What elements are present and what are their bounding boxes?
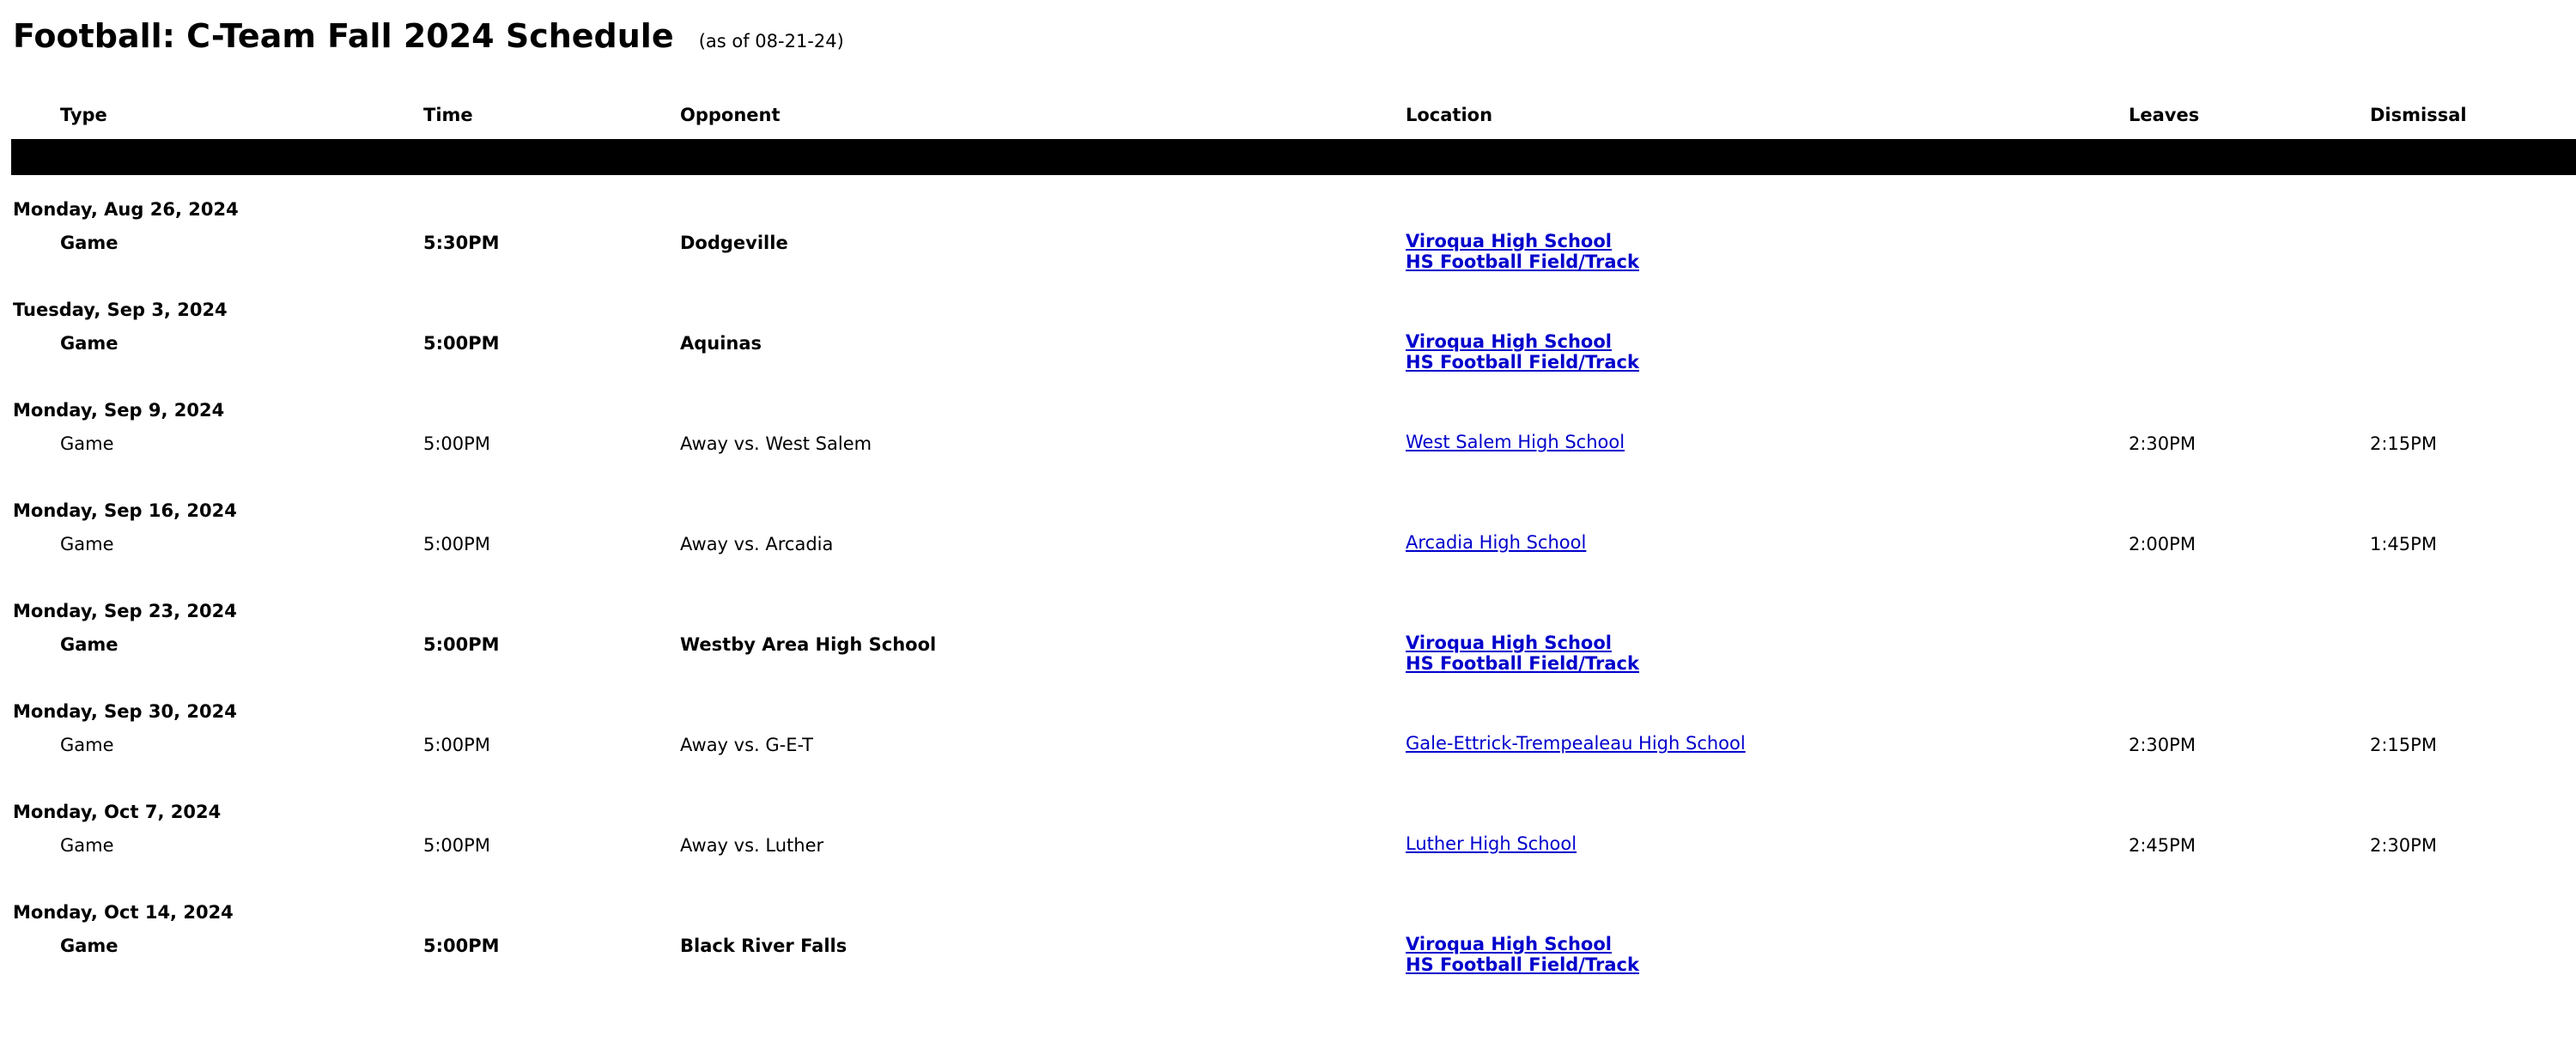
event-time: 5:00PM [423, 735, 490, 755]
event-location [1406, 331, 1639, 373]
location-link[interactable]: Viroqua High School [1406, 231, 1612, 251]
event-type: Game [60, 333, 118, 354]
location-link[interactable]: West Salem High School [1406, 432, 1625, 452]
event-location [1406, 633, 1639, 674]
event-leaves: 2:00PM [2129, 534, 2196, 554]
event-date: Monday, Oct 14, 2024 [13, 902, 234, 923]
location-link[interactable]: Viroqua High School [1406, 633, 1612, 653]
event-opponent: Dodgeville [680, 233, 788, 253]
location-sublink[interactable]: HS Football Field/Track [1406, 352, 1639, 373]
event-date: Monday, Oct 7, 2024 [13, 802, 222, 822]
location-sublink[interactable]: HS Football Field/Track [1406, 653, 1639, 674]
event-dismissal: 2:30PM [2370, 835, 2437, 856]
event-opponent: Westby Area High School [680, 634, 937, 655]
event-type: Game [60, 233, 118, 253]
event-location [1406, 231, 1639, 272]
event-time: 5:00PM [423, 433, 490, 454]
location-sublink[interactable]: HS Football Field/Track [1406, 251, 1639, 272]
event-date: Tuesday, Sep 3, 2024 [13, 300, 228, 320]
event-opponent: Black River Falls [680, 936, 848, 956]
header-leaves: Leaves [2129, 105, 2200, 125]
event-date: Monday, Sep 23, 2024 [13, 601, 237, 621]
event-opponent: Away vs. Arcadia [680, 534, 834, 554]
event-date: Monday, Aug 26, 2024 [13, 199, 239, 220]
event-time: 5:00PM [423, 936, 500, 956]
event-time: 5:00PM [423, 333, 500, 354]
location-link[interactable]: Luther High School [1406, 833, 1577, 854]
event-opponent: Away vs. Luther [680, 835, 824, 856]
location-link[interactable]: Gale-Ettrick-Trempealeau High School [1406, 733, 1746, 754]
event-date: Monday, Sep 9, 2024 [13, 400, 225, 421]
as-of-date: (as of 08-21-24) [698, 31, 844, 51]
header-time: Time [423, 105, 473, 125]
event-time: 5:30PM [423, 233, 500, 253]
event-opponent: Away vs. G-E-T [680, 735, 813, 755]
location-link[interactable]: Viroqua High School [1406, 331, 1612, 352]
event-time: 5:00PM [423, 634, 500, 655]
event-location [1406, 833, 1577, 854]
event-dismissal: 1:45PM [2370, 534, 2437, 554]
event-type: Game [60, 936, 118, 956]
event-location [1406, 934, 1639, 975]
event-opponent: Aquinas [680, 333, 762, 354]
event-type: Game [60, 534, 114, 554]
event-type: Game [60, 433, 114, 454]
event-leaves: 2:30PM [2129, 735, 2196, 755]
event-date: Monday, Sep 30, 2024 [13, 701, 237, 722]
event-time: 5:00PM [423, 534, 490, 554]
location-link[interactable]: Arcadia High School [1406, 532, 1587, 553]
header-location: Location [1406, 105, 1493, 125]
page-title: Football: C-Team Fall 2024 Schedule [13, 17, 674, 55]
header-opponent: Opponent [680, 105, 781, 125]
header-divider-bar [11, 139, 2576, 175]
event-type: Game [60, 835, 114, 856]
event-type: Game [60, 634, 118, 655]
event-opponent: Away vs. West Salem [680, 433, 872, 454]
event-location [1406, 532, 1586, 553]
event-dismissal: 2:15PM [2370, 735, 2437, 755]
event-dismissal: 2:15PM [2370, 433, 2437, 454]
event-leaves: 2:45PM [2129, 835, 2196, 856]
location-link[interactable]: Viroqua High School [1406, 934, 1612, 954]
event-leaves: 2:30PM [2129, 433, 2196, 454]
header-type: Type [60, 105, 107, 125]
event-type: Game [60, 735, 114, 755]
event-time: 5:00PM [423, 835, 490, 856]
location-sublink[interactable]: HS Football Field/Track [1406, 954, 1639, 975]
event-location [1406, 432, 1625, 452]
event-location [1406, 733, 1746, 754]
event-date: Monday, Sep 16, 2024 [13, 500, 237, 521]
header-dismissal: Dismissal [2370, 105, 2467, 125]
title-bar [13, 17, 844, 55]
